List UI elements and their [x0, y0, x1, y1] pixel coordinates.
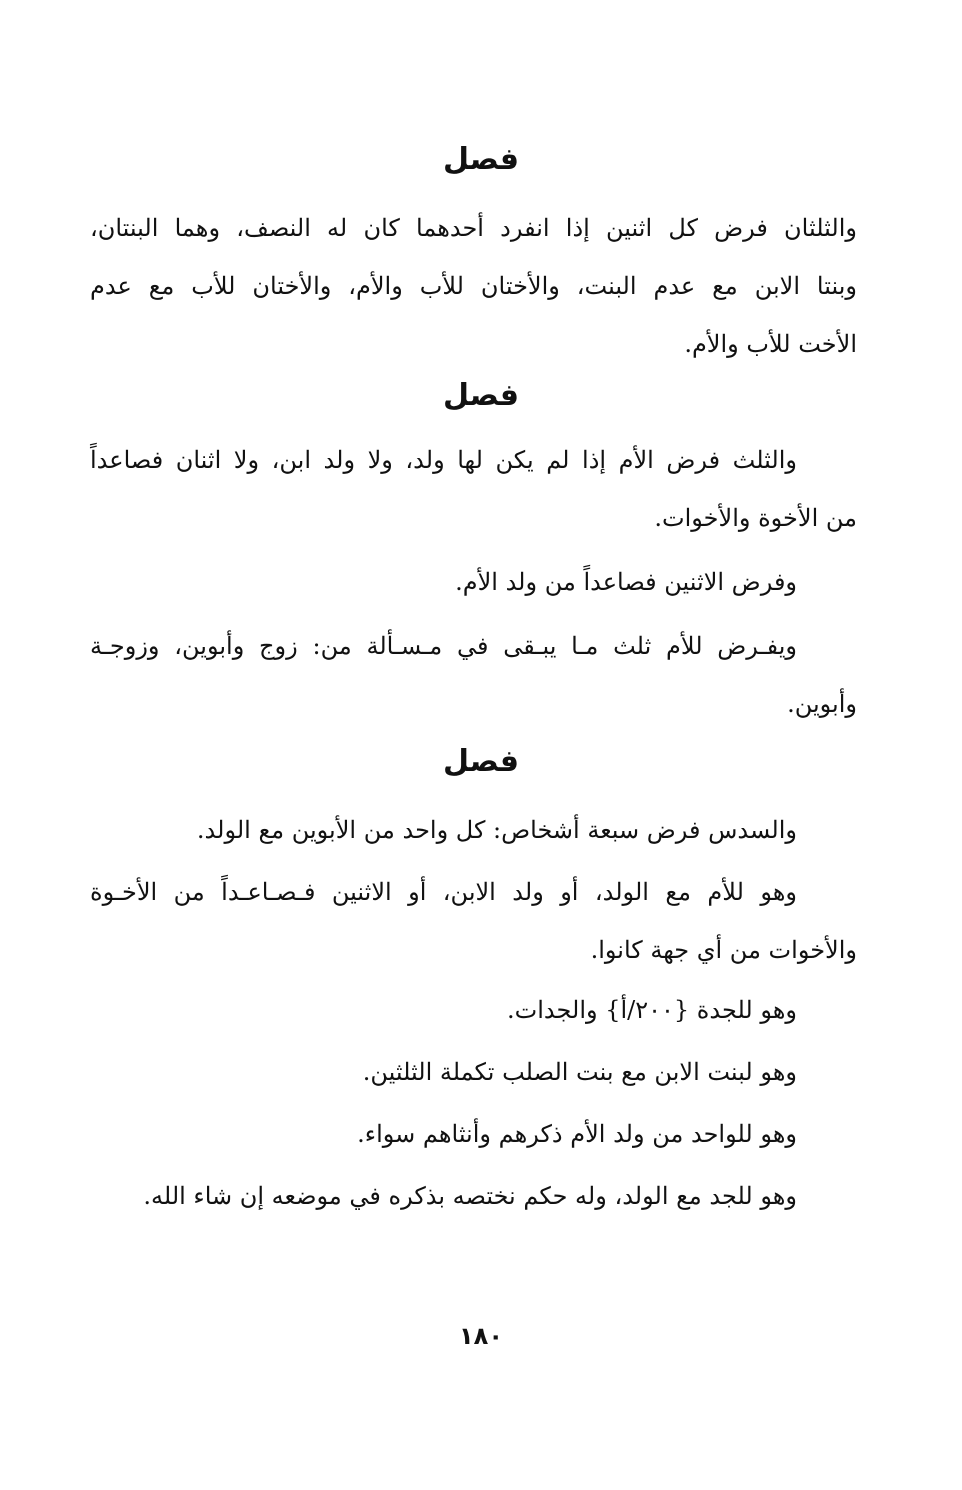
section2-p1-line-2: من الأخوة والأخوات.	[654, 504, 857, 532]
section1-line-1: والثلثان فرض كل اثنين إذا انفرد أحدهما كان له النصف، وهما البنتان،	[90, 214, 857, 242]
section2-p1-line-1: والثلث فرض الأم إذا لم يكن لها ولد، ولا ولد ابن، ولا اثنان فصاعداً	[90, 446, 797, 474]
section2-p3-line-1: ويفـرض للأم ثلث مـا يبـقى في مـسـألة من: زوج وأبوين، وزوجـة	[90, 632, 797, 660]
section3-p4-line-1: وهو لبنت الابن مع بنت الصلب تكملة الثلثين.	[362, 1058, 797, 1086]
section-heading-3: فصل	[443, 744, 519, 779]
section3-p2-line-1: وهو للأم مع الولد، أو ولد الابن، أو الاثنين فـصـاعـداً من الأخـوة	[90, 878, 797, 906]
section3-p5-line-1: وهو للواحد من ولد الأم ذكرهم وأنثاهم سواء.	[357, 1120, 797, 1148]
section3-p6-line-1: وهو للجد مع الولد، وله حكم نختصه بذكره في موضعه إن شاء الله.	[143, 1182, 797, 1210]
page-number: ١٨٠	[459, 1322, 503, 1350]
section1-line-2: وبنتا الابن مع عدم البنت، والأختان للأب والأم، والأختان للأب مع عدم	[90, 272, 857, 300]
section3-p1-line-1: والسدس فرض سبعة أشخاص: كل واحد من الأبوين مع الولد.	[196, 816, 797, 844]
section2-p2-line-1: وفرض الاثنين فصاعداً من ولد الأم.	[455, 568, 797, 596]
section1-line-3: الأخت للأب والأم.	[684, 330, 857, 358]
section-heading-1: فصل	[443, 142, 519, 177]
section-heading-2: فصل	[443, 378, 519, 413]
section3-p3-line-1: وهو للجدة {٢٠٠/أ} والجدات.	[507, 996, 797, 1024]
section2-p3-line-2: وأبوين.	[787, 690, 857, 718]
section3-p2-line-2: والأخوات من أي جهة كانوا.	[590, 936, 857, 964]
